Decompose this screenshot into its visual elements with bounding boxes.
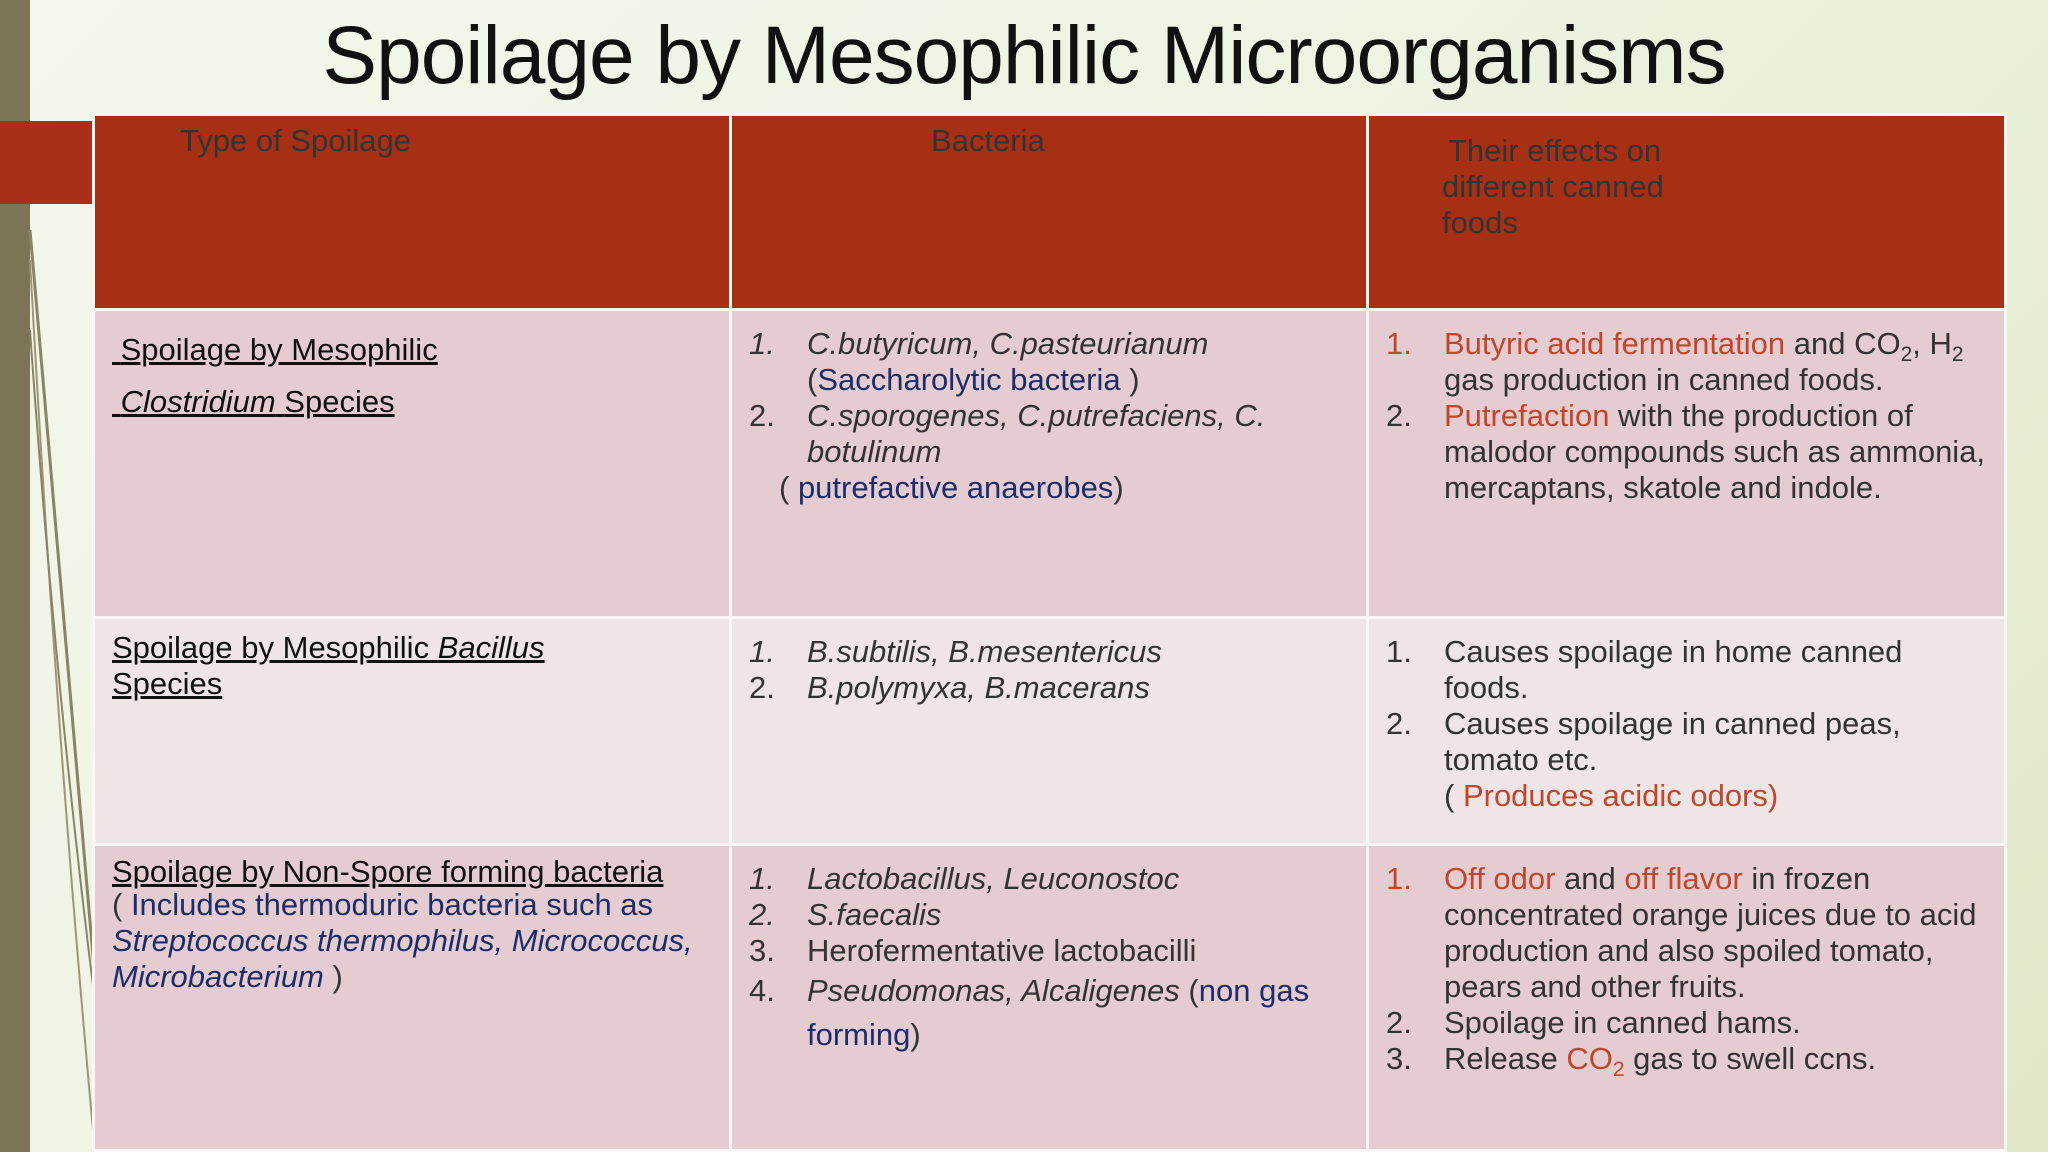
list-item: 2. Putrefaction with the production of malodor compounds such as ammonia, mercaptans, skatole and indole. xyxy=(1386,398,1986,505)
list-item: 2. S.faecalis xyxy=(749,897,942,932)
table-header-row xyxy=(94,115,2006,310)
cell-bacteria xyxy=(731,618,1368,845)
list-item: 2. Causes spoilage in canned peas, tomato etc. ( Produces acidic odors) xyxy=(1386,706,1901,813)
list-item: 1. Causes spoilage in home canned foods. xyxy=(1386,634,1903,705)
cell-bacteria: 1. C.butyricum, C.pasteurianum (Saccharolytic bacteria ) 2. C.sporogenes, C.putrefaciens, C. botulinum ( putrefactive anaerobes) xyxy=(731,310,1368,618)
cell-effects xyxy=(1368,618,2006,845)
red-accent-tab xyxy=(0,121,92,204)
table-row xyxy=(94,618,2006,845)
cell-type: Spoilage by Non-Spore forming bacteria ( Includes thermoduric bacteria such as Streptococcus thermophilus, Micrococcus, Microbacterium ) xyxy=(94,845,731,1151)
cell-type: Spoilage by Mesophilic Clostridium Species xyxy=(94,310,731,618)
list-item: 4. Pseudomonas, Alcaligenes (non gas forming) xyxy=(749,973,1310,1052)
list-item: 2. Spoilage in canned hams. xyxy=(1386,1005,1801,1040)
table-row xyxy=(94,310,2006,618)
list-item: 2. C.sporogenes, C.putrefaciens, C. botulinum xyxy=(749,398,1266,469)
list-item: 1. Lactobacillus, Leuconostoc xyxy=(749,861,1180,896)
cell-type: Spoilage by Mesophilic Bacillus Species xyxy=(94,618,731,845)
cell-effects xyxy=(1368,310,2006,618)
header-type-of-spoilage: Type of Spoilage xyxy=(94,115,731,310)
list-item: 3. Release $CO_2$ gas to swell ccns. xyxy=(1386,1041,1877,1082)
list-item: 1. B.subtilis, B.mesentericus xyxy=(749,634,1162,669)
list-item: 1. C.butyricum, C.pasteurianum (Saccharolytic bacteria ) xyxy=(749,326,1209,397)
header-bacteria: Bacteria xyxy=(731,115,1368,310)
header-effects: Their effects on different canned foods xyxy=(1368,115,2006,310)
spoilage-table xyxy=(92,113,2007,1152)
list-item: 2. B.polymyxa, B.macerans xyxy=(749,670,1150,705)
list-item: 3. Herofermentative lactobacilli xyxy=(749,933,1197,968)
slide-title: Spoilage by Mesophilic Microorganisms xyxy=(322,10,1726,101)
list-item: 1. Butyric acid fermentation and $CO_2$, $H_2$ gas production in canned foods. xyxy=(1386,326,1964,397)
table-row xyxy=(94,845,2006,1151)
list-item: 1. Off odor and off flavor in frozen concentrated orange juices due to acid production and also spoiled tomato, pears and other fruits. xyxy=(1386,861,1977,1004)
cell-bacteria xyxy=(731,845,1368,1151)
cell-effects xyxy=(1368,845,2006,1151)
